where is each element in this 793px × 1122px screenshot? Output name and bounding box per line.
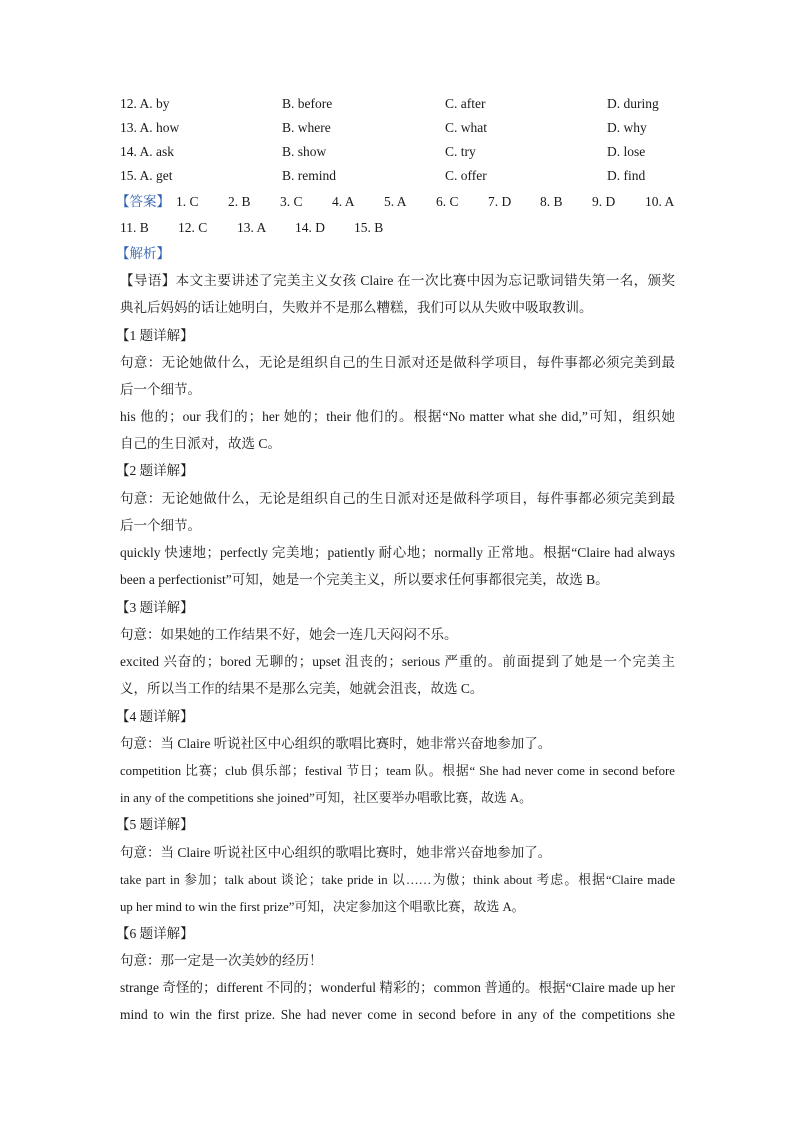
q1-explanation: 自己的生日派对，故选 C。 — [120, 436, 281, 451]
option-c: C. after — [445, 96, 486, 111]
q4-meaning: 句意：当 Claire 听说社区中心组织的歌唱比赛时，她非常兴奋地参加了。 — [120, 736, 552, 751]
options-row-14 — [120, 140, 680, 164]
answer-label: 【答案】 — [116, 194, 170, 209]
option-b: B. show — [282, 144, 327, 159]
q1-heading: 【1 题详解】 — [116, 328, 194, 343]
option-b: B. before — [282, 96, 333, 111]
answer-item: 9. D — [592, 194, 616, 209]
q2-meaning: 后一个细节。 — [120, 518, 201, 533]
answer-item: 5. A — [384, 194, 407, 209]
answer-item: 14. D — [295, 220, 325, 235]
answer-item: 2. B — [228, 194, 251, 209]
option-a: 14. A. ask — [120, 144, 174, 159]
q1-meaning: 句意：无论她做什么，无论是组织自己的生日派对还是做科学项目，每件事都必须完美到最 — [120, 355, 675, 370]
q2-meaning: 句意：无论她做什么，无论是组织自己的生日派对还是做科学项目，每件事都必须完美到最 — [120, 491, 675, 506]
answer-item: 10. A — [645, 194, 675, 209]
intro-line: 【导语】本文主要讲述了完美主义女孩 Claire 在一次比赛中因为忘记歌词错失第一名，颁奖 — [120, 273, 675, 288]
q3-explanation: excited 兴奋的；bored 无聊的；upset 沮丧的；serious 严重的。前面提到了她是一个完美主 — [120, 654, 675, 669]
option-d: D. during — [607, 96, 659, 111]
q6-explanation: mind to win the first prize. She had never come in second before in any of the competitions she — [120, 1007, 675, 1022]
answer-item: 1. C — [176, 194, 199, 209]
option-a: 13. A. how — [120, 120, 180, 135]
q6-meaning: 句意：那一定是一次美妙的经历！ — [120, 953, 323, 968]
options-row-12 — [120, 92, 680, 116]
option-b: B. where — [282, 120, 331, 135]
q6-explanation: strange 奇怪的；different 不同的；wonderful 精彩的；common 普通的。根据“Claire made up her — [120, 980, 675, 995]
option-d: D. lose — [607, 144, 646, 159]
q5-explanation: take part in 参加；talk about 谈论；take pride in 以……为傲；think about 考虑。根据“Claire made — [120, 873, 675, 887]
option-c: C. what — [445, 120, 487, 135]
option-c: C. try — [445, 144, 476, 159]
q5-heading: 【5 题详解】 — [116, 817, 194, 832]
option-a: 15. A. get — [120, 168, 173, 183]
answer-item: 3. C — [280, 194, 303, 209]
q1-meaning: 后一个细节。 — [120, 382, 201, 397]
answer-item: 4. A — [332, 194, 355, 209]
answer-row-1 — [116, 190, 680, 214]
options-row-15 — [120, 164, 680, 188]
q3-explanation: 义，所以当工作的结果不是那么完美，她就会沮丧，故选 C。 — [120, 681, 484, 696]
q4-explanation: competition 比赛；club 俱乐部；festival 节日；team 队。根据“ She had never come in second before — [120, 764, 675, 778]
q4-explanation: in any of the competitions she joined”可知，社区要举办唱歌比赛，故选 A。 — [120, 791, 532, 805]
q6-heading: 【6 题详解】 — [116, 926, 194, 941]
answer-item: 6. C — [436, 194, 459, 209]
answer-item: 15. B — [354, 220, 384, 235]
option-c: C. offer — [445, 168, 487, 183]
q3-meaning: 句意：如果她的工作结果不好，她会一连几天闷闷不乐。 — [120, 627, 458, 642]
q2-explanation: been a perfectionist”可知，她是一个完美主义，所以要求任何事都很完美，故选 B。 — [120, 572, 609, 587]
answer-item: 13. A — [237, 220, 267, 235]
option-a: 12. A. by — [120, 96, 170, 111]
q4-heading: 【4 题详解】 — [116, 709, 194, 724]
q5-explanation: up her mind to win the first prize”可知，决定参加这个唱歌比赛，故选 A。 — [120, 900, 525, 914]
q3-heading: 【3 题详解】 — [116, 600, 194, 615]
option-d: D. find — [607, 168, 646, 183]
answer-item: 7. D — [488, 194, 512, 209]
q1-explanation: his 他的；our 我们的；her 她的；their 他们的。根据“No matter what she did,”可知，组织她 — [120, 409, 675, 424]
option-b: B. remind — [282, 168, 336, 183]
answer-row-2 — [120, 216, 680, 240]
answer-item: 11. B — [120, 220, 149, 235]
analysis-label: 【解析】 — [116, 246, 170, 261]
answer-item: 12. C — [178, 220, 208, 235]
q2-explanation: quickly 快速地；perfectly 完美地；patiently 耐心地；normally 正常地。根据“Claire had always — [120, 545, 675, 560]
q2-heading: 【2 题详解】 — [116, 463, 194, 478]
option-d: D. why — [607, 120, 647, 135]
q5-meaning: 句意：当 Claire 听说社区中心组织的歌唱比赛时，她非常兴奋地参加了。 — [120, 845, 552, 860]
intro-line: 典礼后妈妈的话让她明白，失败并不是那么糟糕，我们可以从失败中吸取教训。 — [120, 300, 593, 315]
options-row-13 — [120, 116, 680, 140]
answer-item: 8. B — [540, 194, 563, 209]
